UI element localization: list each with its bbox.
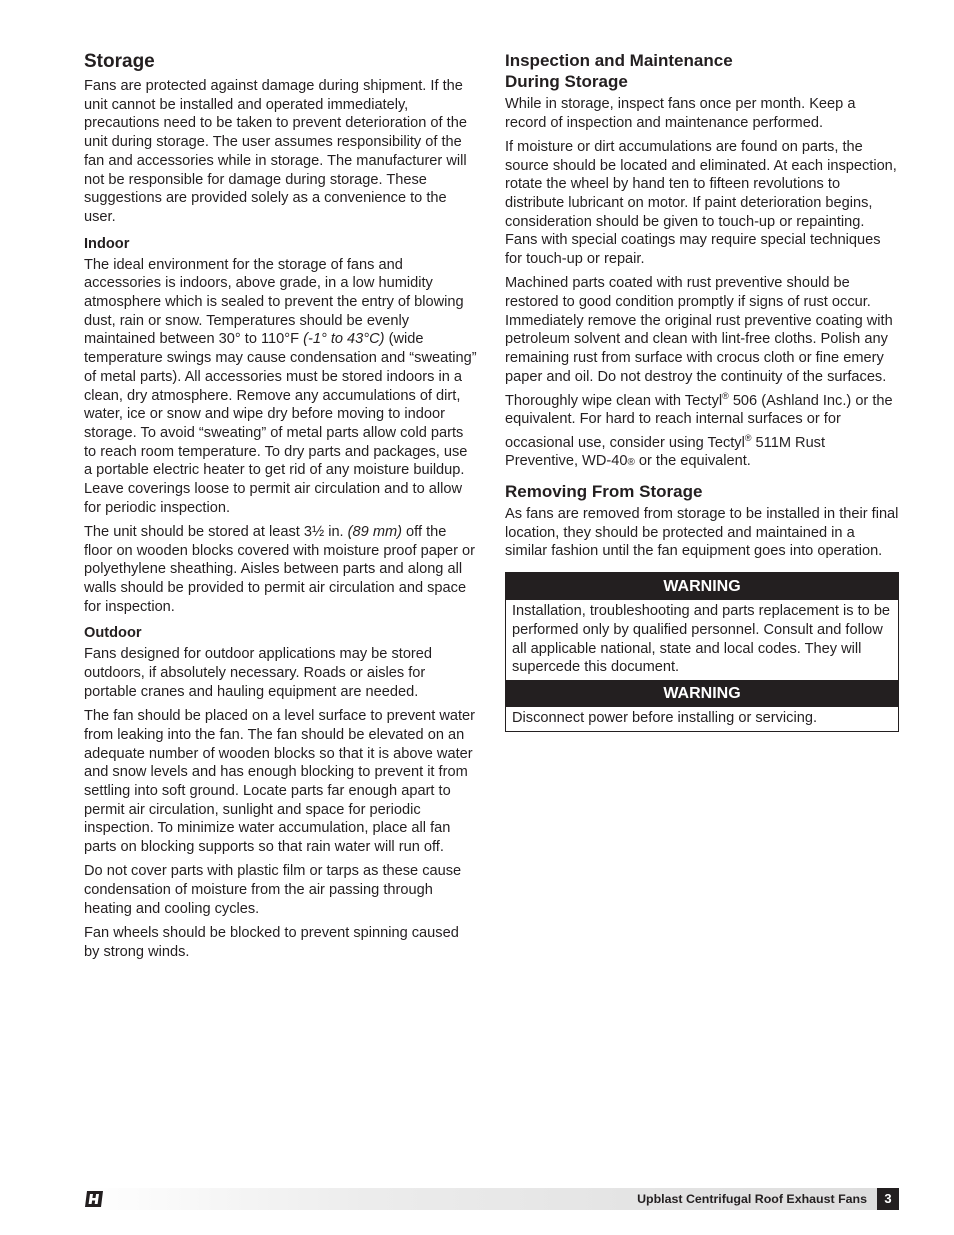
height-metric: (89 mm) (347, 523, 402, 540)
temperature-range: (-1° to 43°C) (303, 331, 385, 348)
removing-heading: Removing From Storage (505, 482, 703, 502)
inspection-paragraph-3: Machined parts coated with rust preventive should be restored to good condition promptly if signs of rust occur. Immediately remove the original rust preventive coating with petroleum solvent and clean with lint-free cloths. Polish any remaining rust from surface with crocus cloth or fine emery paper and oil. Do not destroy the continuity of the surfaces. Thoroughly wipe clean with Tectyl® 506 (Ashland Inc.) or the equivalent. For hard to reach internal surfaces or for occasional use, consider using Tectyl® 511M Rust Preventive, WD-40® or the equivalent. (505, 275, 893, 470)
warning-1-text: Installation, troubleshooting and parts replacement is to be performed only by qualified personnel. Consult and follow all applicable national, state and local codes. They will supercede this document. (512, 603, 891, 676)
inspection-paragraph-1: While in storage, inspect fans once per month. Keep a record of inspection and maintenance performed. (505, 96, 856, 131)
indoor-paragraph-1: The ideal environment for the storage of fans and accessories is indoors, above grade, in a low humidity atmosphere which is sealed to prevent the entry of blowing dust, rain or snow. Temperatures should be evenly maintained between 30° to 110°F (-1° to 43°C) (wide temperature swings may cause condensation and “sweating” of metal parts). All accessories must be stored indoors in a clean, dry atmosphere. Remove any accumulations of dirt, water, ice or snow and wipe dry before moving to indoor storage. To avoid “sweating” of metal parts allow cold parts to reach room temperature. To dry parts and packages, use a portable electric heater to get rid of any moisture buildup. Leave coverings loose to permit air circulation and to allow for periodic inspection. (84, 256, 477, 516)
page-number: 3 (877, 1188, 899, 1210)
inspection-paragraph-2: If moisture or dirt accumulations are found on parts, the source should be located and eliminated. At each inspection, rotate the wheel by hand ten to fifteen revolutions to distribute lubricant on motor. If paint deterioration begins, consideration should be given to touch-up or repainting. Fans with special coatings may require special techniques for touch-up or repair. (505, 138, 897, 268)
outdoor-paragraph-3: Do not cover parts with plastic film or tarps as these cause condensation of moisture from the air passing through heating and cooling cycles. (84, 863, 462, 917)
indoor-paragraph-2: The unit should be stored at least 3½ in. (89 mm) off the floor on wooden blocks covered with moisture proof paper or polyethylene sheathing. Aisles between parts and along all walls should be provided to permit air circulation and space for inspection. (84, 523, 475, 615)
outdoor-paragraph-4: Fan wheels should be blocked to prevent spinning caused by strong winds. (84, 924, 459, 960)
storage-heading: Storage (84, 51, 155, 72)
removing-paragraph: As fans are removed from storage to be installed in their final location, they should be protected and maintained in a similar fashion until the fan equipment goes into operation. (505, 506, 899, 560)
right-column (505, 50, 899, 732)
outdoor-heading: Outdoor (84, 625, 142, 642)
outdoor-paragraph-1: Fans designed for outdoor applications may be stored outdoors, if absolutely necessary. Roads or aisles for portable cranes and hauling equipment are needed. (84, 646, 433, 700)
indoor-heading: Indoor (84, 235, 130, 252)
warning-box (505, 572, 899, 732)
outdoor-paragraph-2: The fan should be placed on a level surface to prevent water from leaking into the fan. The fan should be elevated on an adequate number of wooden blocks so that it is above water and snow levels and has enough blocking to prevent it from settling into soft ground. Locate parts far enough apart to permit air circulation, sunlight and space for periodic inspection. To minimize water accumulation, place all fan parts on blocking supports so that rain water will run off. (84, 708, 476, 856)
warning-1-title: WARNING (506, 573, 898, 600)
inspection-heading: Inspection and Maintenance During Storage (505, 51, 733, 91)
page-footer (84, 1188, 899, 1210)
greenheck-logo-icon (84, 1190, 104, 1208)
storage-intro-paragraph: Fans are protected against damage during shipment. If the unit cannot be installed and operated immediately, precautions need to be taken to prevent deterioration of the unit during storage. The user assumes responsibility of the fan and accessories while in storage. The manufacturer will not be responsible for damage during storage. These suggestions are provided solely as a convenience to the user. (84, 78, 467, 225)
warning-2-title: WARNING (506, 680, 898, 707)
warning-2-text: Disconnect power before installing or servicing. (512, 710, 817, 726)
left-column (84, 50, 478, 967)
footer-title: Upblast Centrifugal Roof Exhaust Fans (637, 1192, 867, 1206)
